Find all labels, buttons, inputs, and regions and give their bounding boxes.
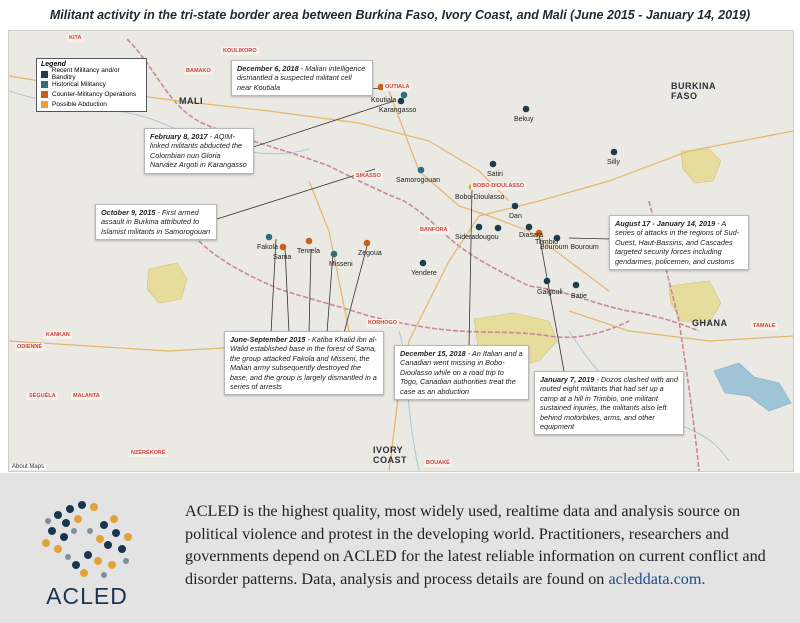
city-label: Trimbio [535, 239, 559, 246]
region-tag: KORHOGO [368, 320, 398, 326]
park-area [669, 281, 721, 323]
country-label-burkina-line2: FASO [671, 91, 698, 101]
region-tag: ODIENNÉ [17, 344, 43, 350]
annotation-aug-17-2018 [609, 215, 749, 270]
annotation-date: February 8, 2017 [150, 132, 208, 141]
region-tag: BOBO-DIOULASSO [473, 183, 525, 189]
country-label-ghana: GHANA [692, 318, 728, 328]
marker-recent [476, 224, 483, 231]
city-label: Diasara [519, 232, 544, 239]
region-tag: KANKAN [46, 332, 70, 338]
legend-title: Legend [41, 61, 66, 68]
country-label-mali: MALI [179, 96, 203, 106]
leader-line [309, 249, 311, 333]
city-label: Satiri [487, 171, 503, 178]
annotation-text: - Katiba Khalid ibn al-Walid established base in the forest of Sama, the group attacked Fakola and Misseni, the Malian army subsequently destroyed the base, and the group is largely dismantled in a series of arrests [230, 335, 377, 392]
footer-description [185, 500, 790, 590]
map-title: Militant activity in the tri-state border area between Burkina Faso, Ivory Coast, and Mali (June 2015 - January 14, 2019) [49, 8, 751, 22]
footer-text: ACLED is the highest quality, most widely used, realtime data and analysis source on political violence and protest in the developing world. Practitioners, researchers and governments depend on ACLED for the latest reliable information on current conflict and disorder patterns. Data, analysis and process details are found on [185, 502, 766, 588]
marker-recent [420, 260, 427, 267]
marker-recent [523, 106, 530, 113]
annotation-dec-6-2018 [231, 60, 373, 96]
leader-line [344, 246, 367, 333]
region-tag: KITA [69, 35, 82, 41]
annotation-text: - An Italian and a Canadian went missing in Bobo-Dioulasso while on a road trip to Togo, Canadian authorities treat the case as an abduction [400, 349, 523, 396]
marker-recent [573, 282, 580, 289]
annotation-date: August 17 - January 14, 2019 [615, 219, 716, 228]
city-label: Sama [273, 254, 292, 261]
legend-swatch [41, 91, 48, 98]
acled-website-link[interactable]: acleddata.com. [608, 569, 706, 588]
marker-recent [490, 161, 497, 168]
region-tag: MALANTA [73, 393, 100, 399]
region-tag: BANFORA [420, 227, 448, 233]
region-tag: SÉGUÉLA [29, 393, 56, 399]
marker-historical [401, 92, 408, 99]
annotation-date: December 6, 2018 [237, 64, 299, 73]
city-label: Dan [509, 213, 522, 220]
legend-label: Counter-Militancy Operations [52, 90, 137, 98]
legend-label: Historical Militancy [52, 80, 106, 88]
city-label: Zegoua [358, 250, 382, 257]
acled-logo-text: ACLED [46, 583, 128, 609]
country-label-ivory-line1: IVORY [373, 445, 404, 455]
legend-label: Possible Abduction [52, 100, 107, 108]
map-legend [36, 58, 147, 112]
marker-recent [512, 203, 519, 210]
leader-line [469, 189, 472, 347]
marker-historical [331, 251, 338, 258]
annotation-feb-8-2017 [144, 128, 254, 174]
annotation-date: December 15, 2018 [400, 349, 466, 358]
annotation-june-sep-2015 [224, 331, 384, 395]
city-label: Fakola [257, 244, 279, 251]
marker-recent [495, 225, 502, 232]
country-label-ivory-line2: COAST [373, 455, 407, 465]
marker-counter-ops [280, 244, 287, 251]
leader-line [569, 238, 611, 239]
marker-recent [544, 278, 551, 285]
annotation-oct-9-2015 [95, 204, 217, 240]
country-label-burkina-line1: BURKINA [671, 81, 716, 91]
leader-line [217, 169, 375, 219]
footer-panel [0, 473, 800, 623]
annotation-jan-7-2019 [534, 371, 684, 435]
country-label-burkina [671, 81, 716, 101]
region-tag: BAMAKO [186, 68, 211, 74]
annotation-date: October 9, 2015 [101, 208, 156, 217]
annotation-text: - Malian intelligence dismantled a suspected militant cell near Koutiala [237, 64, 366, 92]
city-label: Bobo-Dioulasso [455, 194, 505, 201]
city-label: Sideradougou [455, 234, 499, 241]
park-area [681, 149, 721, 183]
region-tag: TAMALE [753, 323, 776, 329]
city-label: Bekuy [514, 116, 534, 123]
marker-historical [418, 167, 425, 174]
border-line [127, 39, 699, 331]
annotation-dec-15-2018 [394, 345, 529, 400]
annotation-date: January 7, 2019 [540, 375, 595, 384]
region-tag: SIKASSO [356, 173, 381, 179]
annotation-text: - A series of attacks in the regions of Sud-Ouest, Haut-Bassins, and Cascades targeted security forces including gendarmes, policemen, and customs [615, 219, 740, 266]
city-label: Misseni [329, 261, 353, 268]
city-label: Yendere [411, 270, 437, 277]
annotation-date: June-September 2015 [230, 335, 306, 344]
city-label: Tenrela [297, 248, 320, 255]
map-panel[interactable] [8, 30, 794, 472]
city-label: Karangasso [379, 107, 417, 114]
border-line [199, 241, 629, 337]
city-label: Silly [607, 159, 620, 166]
country-label-ivory-coast [373, 445, 407, 465]
map-credit-link[interactable]: About Maps [12, 464, 45, 470]
region-tag: OUTIALA [385, 84, 410, 90]
lake [714, 363, 791, 411]
city-label: Bouroum Bouroum [540, 244, 599, 251]
region-tag: KOULIKORO [223, 48, 257, 54]
marker-counter-ops [306, 238, 313, 245]
region-tag: NZÉRÉKORÉ [131, 450, 166, 456]
legend-label: Recent Militancy and/or Banditry [51, 67, 120, 81]
marker-recent [611, 149, 618, 156]
legend-item-recent [41, 69, 142, 79]
legend-swatch [41, 101, 48, 108]
city-label: Galgouli [537, 289, 563, 296]
marker-historical [266, 234, 273, 241]
marker-counter-ops [364, 240, 371, 247]
annotation-text: - Dozos clashed with and routed eight militants that had set up a camp at a hill in Trimbio, one militant sustained injuries, the militants also left behind motorbikes, arms, and other equipment [540, 375, 678, 432]
park-area [147, 263, 187, 303]
legend-item-abduction [41, 99, 142, 109]
legend-swatch [41, 81, 48, 88]
road [479, 131, 793, 216]
legend-item-counter-ops [41, 89, 142, 99]
annotation-text: - AQIM-linked militants abducted the Colombian nun Gloria Narváez Argoti in Karangasso [150, 132, 247, 170]
region-tag: BOUAKÉ [426, 460, 450, 466]
city-label: Batie [571, 293, 587, 300]
marker-recent [398, 98, 405, 105]
marker-recent [526, 224, 533, 231]
city-label: Koutiala [371, 97, 397, 104]
legend-swatch [41, 71, 48, 78]
annotation-text: - First armed assault in Burkina attributed to Islamist militants in Samorogouan [101, 208, 211, 236]
city-label: Samorogouan [396, 177, 440, 184]
